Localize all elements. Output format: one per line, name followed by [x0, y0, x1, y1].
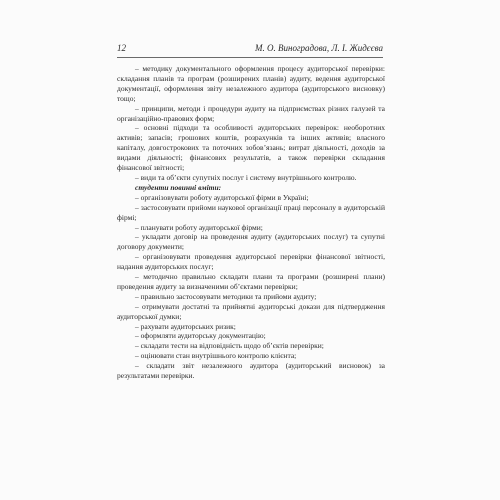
body-text — [117, 64, 385, 381]
list-item: – застосовувати прийоми наукової організації праці персоналу в аудиторській фірмі; — [117, 202, 385, 222]
list-item: – укладати договір на проведення аудиту (аудиторських послуг) та супутні договору документи; — [117, 232, 385, 252]
list-item: – планувати роботу аудиторської фірми; — [135, 222, 263, 232]
list-item: – складати звіт незалежного аудитора (аудиторський висновок) за результатами перевірки. — [117, 361, 385, 381]
list-item: – принципи, методи і процедури аудиту на підприємствах різних галузей та організаційно-правових форм; — [117, 103, 385, 123]
section-heading: студенти повинні вміти: — [135, 182, 222, 192]
list-item: – методику документального оформлення процесу аудиторської перевірки: складання планів та програм (розширених планів) аудиту, ведення аудиторської документації, оформлення звіту незалежного аудитора (аудиторського висновку) тощо; — [117, 64, 385, 103]
list-item: – методично правильно складати плани та програми (розширені плани) проведення аудиту за визначеними об’єктами перевірки; — [117, 272, 385, 291]
list-item: – оцінювати стан внутрішнього контролю клієнта; — [135, 351, 297, 361]
header-authors: М. О. Виноградова, Л. І. Жидєєва — [255, 43, 383, 53]
running-header — [117, 40, 383, 54]
list-item: – організовувати проведення аудиторської перевірки фінансової звітності, надання аудиторських послуг; — [117, 252, 385, 272]
list-item: – рахувати аудиторських ризик; — [135, 321, 236, 331]
list-item: – організовувати роботу аудиторської фірми в Україні; — [135, 192, 309, 202]
list-item: – складати тести на відповідність щодо об’єктів перевірки; — [135, 341, 324, 351]
page-number: 12 — [117, 43, 126, 53]
list-item: – отримувати достатні та прийнятні аудиторські докази для підтвердження аудиторської думки; — [117, 301, 385, 321]
list-item: – правильно застосовувати методики та прийоми аудиту; — [135, 291, 317, 301]
list-item: – оформляти аудиторську документацію; — [135, 331, 266, 341]
header-divider — [117, 57, 383, 58]
list-item: – види та об’єкти супутніх послуг і систему внутрішнього контролю. — [135, 172, 357, 182]
list-item: – основні підходи та особливості аудиторських перевірок: необоротних активів; запасів; грошових коштів, розрахунків та інших активів; власного капіталу, довгострокових та поточних зобов’язань; витрат діяльності, доходів за видами діяльності; фінансових результатів, а також перевірки складання фінансової звітності; — [117, 123, 385, 173]
